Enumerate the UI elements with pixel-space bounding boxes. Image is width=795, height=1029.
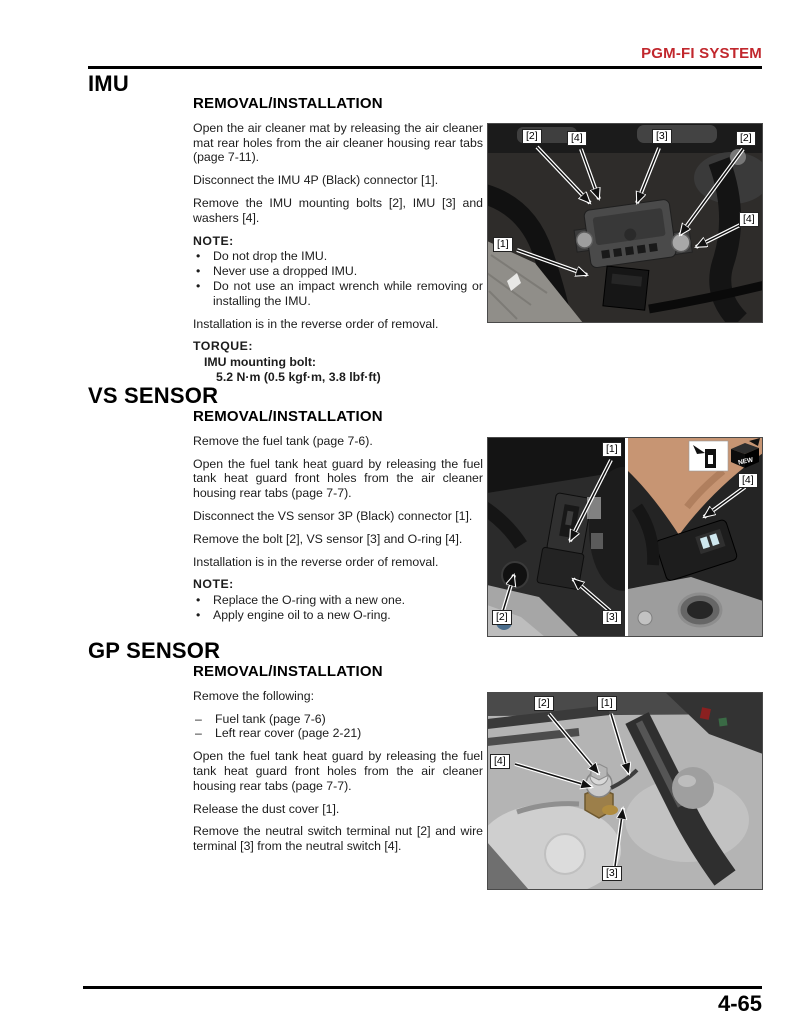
paragraph: Open the fuel tank heat guard by releasing the fuel tank heat guard front holes from the air cleaner housing rear tabs (page 7-7). <box>193 749 483 793</box>
callout-label: [2] <box>522 129 542 144</box>
list-item-text: Fuel tank (page 7-6) <box>215 711 326 726</box>
bullet-glyph: • <box>196 593 201 608</box>
callout-label: [1] <box>597 696 617 711</box>
callout-label: [2] <box>492 610 512 625</box>
callout-label: [4] <box>738 473 758 488</box>
paragraph: Release the dust cover [1]. <box>193 801 340 816</box>
note-text: Do not drop the IMU. <box>213 249 328 264</box>
dash-glyph: – <box>195 726 202 741</box>
callout-label: [2] <box>736 131 756 146</box>
imu-photo <box>487 123 763 323</box>
paragraph: Remove the bolt [2], VS sensor [3] and O-ring [4]. <box>193 531 463 546</box>
note-item <box>193 264 483 279</box>
vs-sensor-photo <box>487 437 763 637</box>
section-imu-text <box>193 97 483 385</box>
callout-label: [3] <box>652 129 672 144</box>
paragraph: Remove the IMU mounting bolts [2], IMU [3] and washers [4]. <box>193 195 483 225</box>
callout-label: [2] <box>534 696 554 711</box>
torque-block <box>193 339 483 384</box>
note-list <box>193 249 483 308</box>
callout-label: [4] <box>739 212 759 227</box>
bullet-glyph: • <box>196 278 201 293</box>
callout-label: [1] <box>602 442 622 457</box>
note-item <box>193 249 483 264</box>
note-item <box>193 608 483 623</box>
list-item <box>193 712 483 727</box>
paragraph: Disconnect the VS sensor 3P (Black) connector [1]. <box>193 508 473 523</box>
figure-gp-sensor <box>487 692 763 890</box>
new-label: NEW <box>737 456 754 467</box>
note-text: Never use a dropped IMU. <box>213 264 358 279</box>
gp-sensor-photo <box>487 692 763 890</box>
paragraph: Remove the fuel tank (page 7-6). <box>193 433 373 448</box>
oil-can-icon <box>689 441 728 471</box>
torque-spec-name: IMU mounting bolt: <box>204 355 317 370</box>
torque-spec-value: 5.2 N·m (0.5 kgf·m, 3.8 lbf·ft) <box>216 369 381 384</box>
dash-glyph: – <box>195 711 202 726</box>
callout-label: [3] <box>602 610 622 625</box>
callout-label: [1] <box>493 237 513 252</box>
section-title-gp-sensor: GP SENSOR <box>88 638 221 663</box>
paragraph: Disconnect the IMU 4P (Black) connector [1]. <box>193 173 439 188</box>
page-header-title: PGM-FI SYSTEM <box>641 45 762 62</box>
callout-label: [3] <box>602 866 622 881</box>
footer-rule <box>83 986 762 989</box>
list-item <box>193 726 483 741</box>
paragraph: Open the fuel tank heat guard by releasing the fuel tank heat guard front holes from the air cleaner housing rear tabs (page 7-7). <box>193 456 483 501</box>
note-item <box>193 593 483 608</box>
note-list <box>193 593 483 623</box>
paragraph: Open the air cleaner mat by releasing the air cleaner mat rear holes from the air cleaner housing rear tabs (page 7-11). <box>193 120 483 165</box>
paragraph: Installation is in the reverse order of removal. <box>193 316 439 331</box>
bullet-glyph: • <box>196 607 201 622</box>
gp-subtitle: REMOVAL/INSTALLATION <box>193 663 383 680</box>
removal-list <box>193 712 483 742</box>
bullet-glyph: • <box>196 249 201 264</box>
list-item-text: Left rear cover (page 2-21) <box>215 726 362 741</box>
header-rule <box>88 66 762 69</box>
callout-label: [4] <box>567 131 587 146</box>
note-text: Do not use an impact wrench while removing or installing the IMU. <box>213 278 483 308</box>
note-item <box>193 279 483 309</box>
note-label: NOTE: <box>193 577 234 592</box>
section-title-vs-sensor: VS SENSOR <box>88 383 219 408</box>
section-title-imu: IMU <box>88 71 129 96</box>
paragraph: Installation is in the reverse order of removal. <box>193 554 439 569</box>
paragraph: Remove the following: <box>193 688 314 703</box>
note-text: Replace the O-ring with a new one. <box>213 593 406 608</box>
torque-label: TORQUE: <box>193 339 253 354</box>
bullet-glyph: • <box>196 264 201 279</box>
figure-vs-sensor <box>487 437 763 637</box>
callout-label: [4] <box>490 754 510 769</box>
figure-imu <box>487 123 763 323</box>
vs-subtitle: REMOVAL/INSTALLATION <box>193 408 383 425</box>
section-gp-text <box>193 665 483 862</box>
note-text: Apply engine oil to a new O-ring. <box>213 607 391 622</box>
paragraph: Remove the neutral switch terminal nut [2] and wire terminal [3] from the neutral switch [4]. <box>193 824 483 854</box>
page-number: 4-65 <box>717 991 762 1016</box>
imu-subtitle: REMOVAL/INSTALLATION <box>193 95 383 112</box>
note-label: NOTE: <box>193 233 234 248</box>
section-vs-text <box>193 410 483 631</box>
